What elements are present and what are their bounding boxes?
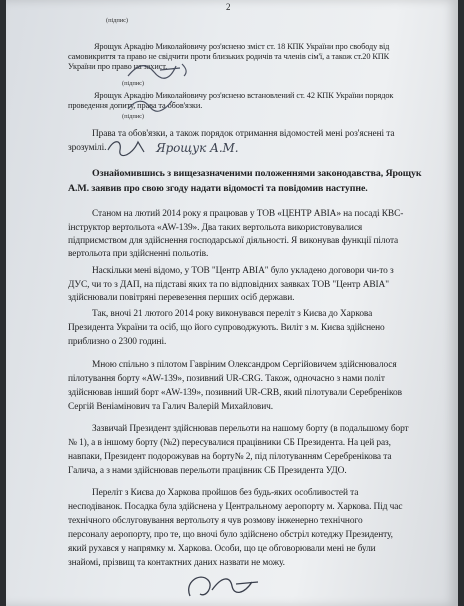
text-line: проведення допиту, права та обов'язки. — [68, 101, 203, 110]
text-line: Ярощук Аркадію Миколайовичу роз'яснено встановлений ст. 42 КПК України порядок — [94, 91, 394, 100]
text-line: зрозумілі. — [68, 143, 107, 153]
text-line: персоналу аеропорту, про те, що вночі було здійснено обстріл котеджу Президенту, — [68, 530, 393, 540]
text-line: Зазвичай Президент здійснював перельоти на нашому борту (в подальшому борт — [92, 424, 409, 434]
text-line: пілотування борту «AW-139», позивний UR-CRG. Також, одночасно з нами політ — [68, 374, 385, 384]
text-line: інструктор вертольота «AW-139». Два таких вертольота використовувалися — [68, 223, 363, 233]
text-line: Галича, а з нами здійснював перельоти працівник СБ Президента УДО. — [68, 466, 347, 476]
text-line: Сергій Веніамінович та Галич Валерій Михайлович. — [68, 402, 274, 412]
document-page — [6, 0, 458, 606]
signature-caption: (підпис) — [122, 113, 144, 120]
text-line: який рухався у напрямку м. Харкова. Особи, що це обговорювали мені не були — [68, 544, 376, 554]
text-line: Права та обов'язки, а також порядок отримання відомостей мені роз'яснені та — [92, 129, 395, 139]
text-line: Станом на лютий 2014 року я працював у ТОВ «ЦЕНТР АВІА» на посаді КВС- — [92, 209, 404, 219]
text-line: Наскільки мені відомо, у ТОВ "Центр АВІА" було укладено договори чи-то з — [92, 266, 394, 276]
text-line: самовикриття та право не свідчити проти близьких родичів та членів сім'ї, а також ст.20 КПК — [68, 52, 390, 61]
text-line: Переліт з Києва до Харкова пройшов без будь-яких особливостей та — [92, 488, 359, 498]
signature-mark — [182, 570, 272, 604]
text-line: несподіванок. Посадка була здійснена у Центральному аеропорту м. Харкова. Під час — [68, 502, 403, 512]
text-line: Ярощук Аркадію Миколайовичу роз'яснено зміст ст. 18 КПК України про свободу від — [94, 42, 390, 51]
text-line: здійснював інший борт «AW-139», позивний UR-CRB, який пілотували Серебреніков — [68, 388, 402, 398]
statement-heading: А.М. заявив про свою згоду надати відомості та повідомив наступне. — [68, 183, 368, 194]
text-line: підприємством для здійснення господарської діяльності. Я виконував функції пілота — [68, 236, 399, 246]
text-line: № 1), а в іншому борту (№2) пересувалися працівники СБ Президента. На цей раз, — [68, 438, 391, 448]
text-line: ДУС, чи то з ДАП, на підставі яких та по відповідних заявках ТОВ "Центр АВІА" — [68, 280, 389, 290]
text-line: України про право на захист. — [68, 62, 168, 71]
signature-caption: (підпис) — [122, 80, 144, 87]
text-line: Так, вночі 21 лютого 2014 року виконувався переліт з Києва до Харкова — [92, 309, 373, 319]
text-line: технічного обслуговування вертольоту я чув розмову інженерно технічного — [68, 516, 363, 526]
page-number: 2 — [226, 2, 231, 12]
signature-mark — [124, 95, 184, 115]
statement-heading: Ознайомившись з вищезазначеними положеннями законодавства, Ярощук — [92, 168, 422, 179]
text-line: Президента України та осіб, що його супроводжують. Виліт з м. Києва здійснено — [68, 323, 385, 333]
text-line: вертольота при здійсненні польотів. — [68, 249, 209, 259]
signature-mark — [104, 136, 150, 158]
handwritten-name: Ярощук А.М. — [156, 141, 239, 155]
text-line: знайомі, прізвищ та контактних даних назвати не можу. — [68, 558, 285, 568]
text-line: здійснювали повітряні перевезення перших осіб держави. — [68, 293, 295, 303]
signature-caption: (підпис) — [106, 17, 128, 24]
text-line: навпаки, Президент подорожував на борту№ 2, під пілотуванням Серебренікова та — [68, 452, 392, 462]
text-line: приблизно о 2300 годині. — [68, 337, 167, 347]
text-line: Мною спільно з пілотом Гавріним Олександром Сергійовичем здійснювалося — [92, 360, 397, 370]
